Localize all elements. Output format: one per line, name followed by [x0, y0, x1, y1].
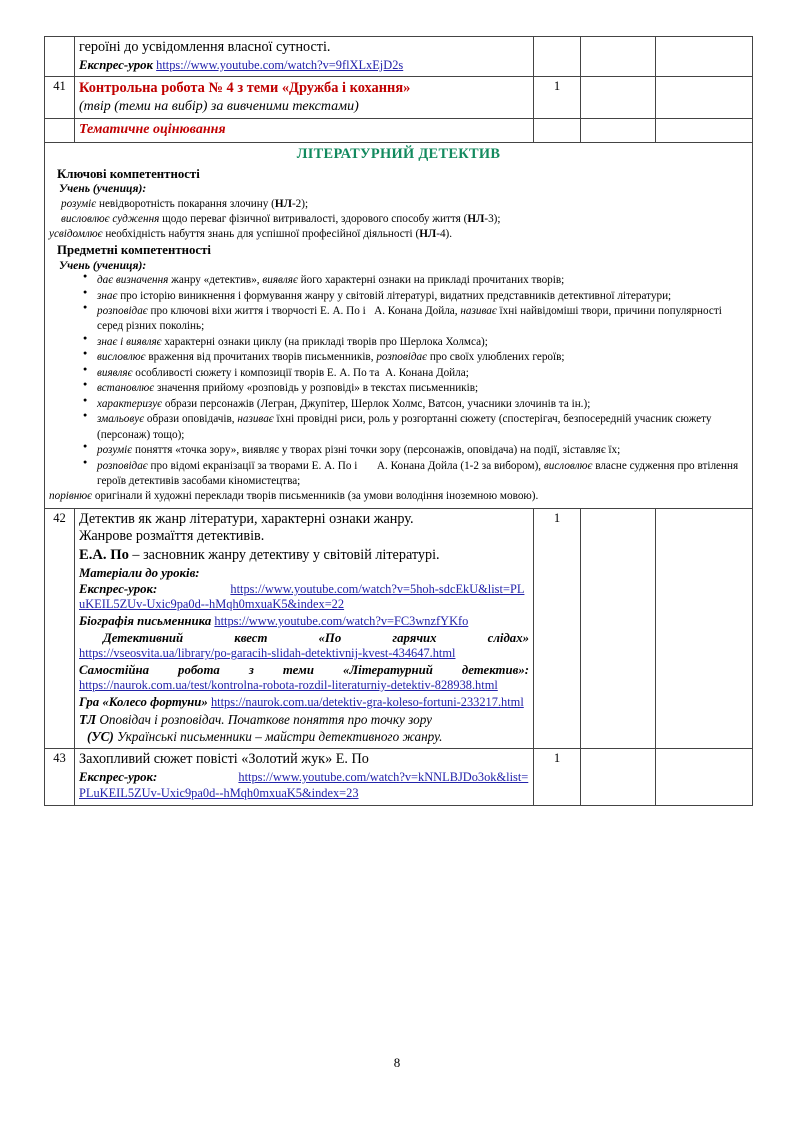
- quest-link[interactable]: https://vseosvita.ua/library/po-garacih-slidah-detektivnij-kvest-434647.html: [79, 646, 456, 661]
- row-content-cell: [75, 37, 534, 77]
- theory-literature-label: ТЛ: [79, 712, 97, 727]
- row-content-cell: [75, 119, 534, 143]
- notes-cell[interactable]: [656, 37, 753, 77]
- quest-block: [79, 630, 529, 662]
- hours-cell: [534, 37, 581, 77]
- hours-cell: 1: [534, 77, 581, 119]
- key-competencies-label: Ключові компетентності: [57, 167, 200, 181]
- table-row: [45, 119, 753, 143]
- selfwork-link[interactable]: https://naurok.com.ua/test/kontrolna-robota-rozdil-literaturniy-detektiv-828938.html: [79, 678, 498, 693]
- subject-competencies-label: Предметні компетентності: [57, 243, 211, 258]
- key-item: висловлює судження щодо переваг фізичної витривалості, здорового способу життя (НЛ-3);: [61, 212, 501, 225]
- row-number-cell: 43: [45, 749, 75, 805]
- table-row-competencies: [45, 142, 753, 508]
- thematic-assessment-label: Тематичне оцінювання: [79, 122, 226, 138]
- row-content-cell: [75, 508, 534, 749]
- table-row: [45, 508, 753, 749]
- list-item: ● знає про історію виникнення і формування жанру у світовій літературі, видатних представників детективної літератури;: [83, 289, 748, 304]
- subject-competencies-subject: Учень (учениця):: [59, 258, 147, 272]
- list-item: ● характеризує образи персонажів (Легран, Джупітер, Шерлок Холмс, Ватсон, учасники злочинів та ін.);: [83, 397, 748, 412]
- express-lesson-block: [79, 769, 529, 802]
- biography-link[interactable]: https://www.youtube.com/watch?v=FC3wnzfYKfo: [214, 614, 469, 629]
- curriculum-plan-table: [44, 36, 753, 806]
- selfwork-label: Самостійна робота з теми «Літературний детектив»:: [79, 663, 529, 678]
- page-number: 8: [393, 1055, 401, 1070]
- ukrainian-context-text: Українські письменники – майстри детективного жанру.: [117, 728, 443, 744]
- section-heading: ЛІТЕРАТУРНИЙ ДЕТЕКТИВ: [296, 145, 501, 162]
- competencies-cell: [45, 142, 753, 508]
- express-lesson-label: Експрес-урок: [79, 57, 153, 72]
- express-lesson-block: [79, 581, 529, 614]
- biography-label: Біографія письменника: [79, 614, 212, 629]
- table-row: [45, 37, 753, 77]
- list-item: ● розповідає про ключові віхи життя і творчості Е. А. По і А. Конана Дойла, називає їхні найвідоміші твори, причини популярності серед різних поколінь;: [83, 304, 748, 335]
- express-lesson-link[interactable]: https://www.youtube.com/watch?v=9flXLxEjD2s: [156, 57, 404, 72]
- notes-cell[interactable]: [656, 119, 753, 143]
- date-cell[interactable]: [581, 77, 656, 119]
- game-block: [79, 694, 529, 711]
- continued-text: героїні до усвідомлення власної сутності.: [79, 39, 331, 55]
- row-number-cell: 41: [45, 77, 75, 119]
- materials-label: Матеріали до уроків:: [79, 565, 200, 580]
- hours-cell: 1: [534, 749, 581, 805]
- row-number-cell: [45, 119, 75, 143]
- author-description: – засновник жанру детективу у світовій літературі.: [132, 546, 440, 563]
- list-item: ● знає і виявляє характерні ознаки циклу (на прикладі творів про Шерлока Холмса);: [83, 335, 748, 350]
- key-item: усвідомлює необхідність набуття знань для успішної професійної діяльності (НЛ-4).: [49, 228, 453, 241]
- date-cell[interactable]: [581, 37, 656, 77]
- row-content-cell: [75, 749, 534, 805]
- biography-block: [79, 613, 529, 630]
- key-competencies-subject: Учень (учениця):: [59, 182, 147, 196]
- hours-cell: 1: [534, 508, 581, 749]
- hours-cell: [534, 119, 581, 143]
- list-item: ● виявляє особливості сюжету і композиції творів Е. А. По та А. Конана Дойла;: [83, 366, 748, 381]
- quest-label: Детективний квест «По гарячих слідах»: [103, 631, 529, 646]
- notes-cell[interactable]: [656, 749, 753, 805]
- list-item: ● розуміє поняття «точка зору», виявляє у творах різні точки зору (персонажів, оповідача) на події, зіставляє їх;: [83, 443, 748, 458]
- theory-literature-text: Оповідач і розповідач. Початкове поняття про точку зору: [99, 712, 432, 727]
- date-cell[interactable]: [581, 119, 656, 143]
- lesson-topic-line2: Жанрове розмаїття детективів.: [79, 528, 265, 545]
- row-content-cell: [75, 77, 534, 119]
- ukrainian-context-label: (УС): [87, 728, 114, 744]
- control-work-subtitle: (твір (теми на вибір) за вивченими текстами): [79, 98, 359, 114]
- game-link[interactable]: https://naurok.com.ua/detektiv-gra-koleso-fortuni-233217.html: [210, 695, 524, 710]
- list-item: ● змальовує образи оповідачів, називає їхні провідні риси, роль у розгортанні сюжету (спостерігач, безпосередній учасник сюжету (персонаж) тощо);: [83, 412, 748, 443]
- ukrainian-context-line: [79, 729, 529, 746]
- date-cell[interactable]: [581, 749, 656, 805]
- theory-literature-line: [79, 712, 529, 729]
- list-item: ● висловлює враження від прочитаних творів письменників, розповідає про своїх улюблених героїв;: [83, 350, 748, 365]
- author-name: Е.А. По: [79, 546, 129, 563]
- notes-cell[interactable]: [656, 77, 753, 119]
- list-item: ● дає визначення жанру «детектив», виявляє його характерні ознаки на прикладі прочитаних творів;: [83, 273, 748, 288]
- row-number-cell: [45, 37, 75, 77]
- list-item: ● встановлює значення прийому «розповідь у розповіді» в текстах письменників;: [83, 381, 748, 396]
- control-work-title: Контрольна робота № 4 з теми «Дружба і кохання»: [79, 80, 411, 97]
- game-label: Гра «Колесо фортуни»: [79, 695, 208, 710]
- date-cell[interactable]: [581, 508, 656, 749]
- lesson-author-line: [79, 546, 529, 565]
- notes-cell[interactable]: [656, 508, 753, 749]
- key-item: розуміє невідворотність покарання злочину (НЛ-2);: [61, 197, 309, 210]
- lesson-topic-line1: Захопливий сюжет повісті «Золотий жук» Е. По: [79, 751, 369, 768]
- competency-bullet-list: [49, 273, 748, 489]
- lesson-topic-line1: Детектив як жанр літератури, характерні ознаки жанру.: [79, 510, 414, 527]
- express-lesson-link[interactable]: https://www.youtube.com/watch?v=5hoh-sdcEkU&list=PLuKEIL5ZUv-Uxic9pa0d--hMqh0mxuaK5&index=22: [79, 581, 525, 612]
- express-lesson-label: Експрес-урок:: [79, 581, 158, 596]
- express-lesson-link[interactable]: https://www.youtube.com/watch?v=kNNLBJDo3ok&list=PLuKEIL5ZUv-Uxic9pa0d--hMqh0mxuaK5&index=23: [79, 769, 529, 800]
- express-lesson-line: [79, 57, 529, 74]
- row-number-cell: 42: [45, 508, 75, 749]
- selfwork-block: [79, 662, 529, 694]
- express-lesson-label: Експрес-урок:: [79, 769, 158, 784]
- table-row: [45, 749, 753, 805]
- list-item: ● розповідає про відомі екранізації за творами Е. А. По і А. Конана Дойла (1-2 за вибором), висловлює власне судження про втілення героїв детективів засобами кіномистецтва;: [83, 459, 748, 490]
- table-row: [45, 77, 753, 119]
- competency-closing: порівнює оригінали й художні переклади творів письменників (за умови володіння іноземною мовою).: [49, 490, 539, 503]
